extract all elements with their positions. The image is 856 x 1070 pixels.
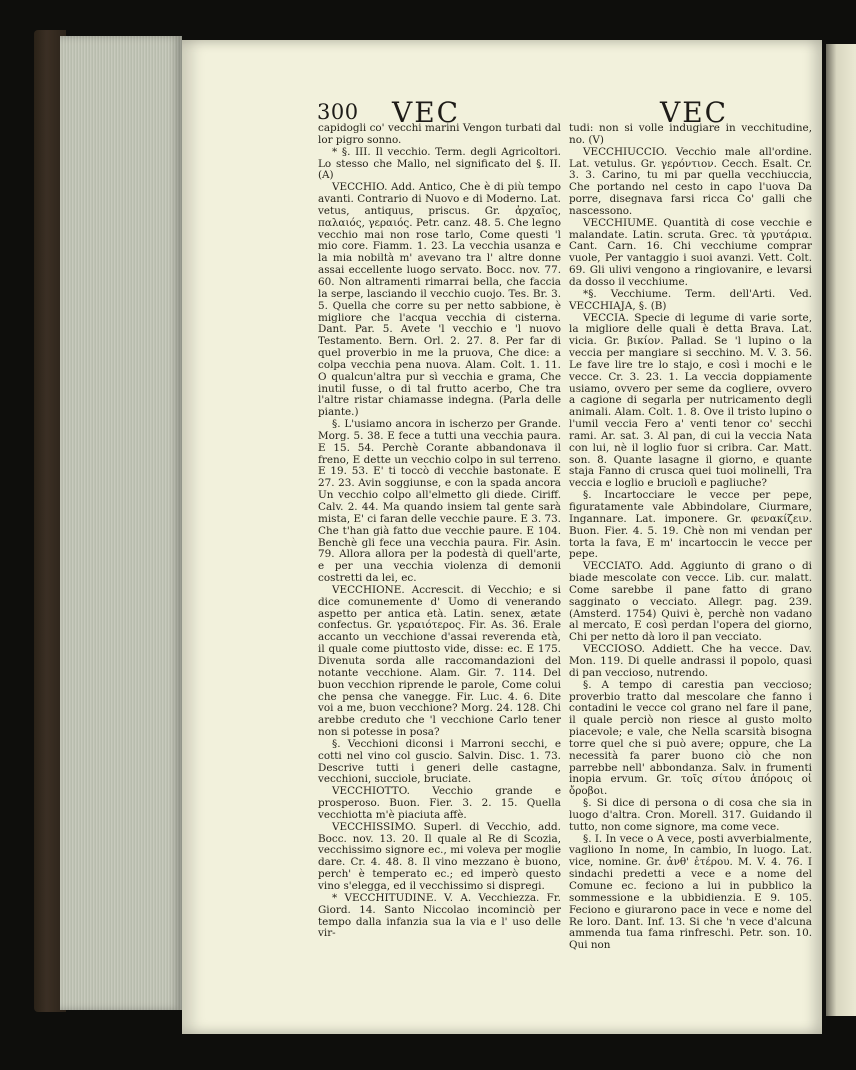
paragraph: VECCIATO. Add. Aggiunto di grano o di biade mescolate con vecce. Lib. cur. malatt. Come sarebbe il pane fatto di grano sagginato o vecciato. Allegr. pag. 239. (Amsterd. 1754) Quivi è, perchè non vadano al mercato, E così perdan l'opera del giorno, Chi per netto dà loro il pan vecciato. xyxy=(569,560,812,644)
facing-page-edge xyxy=(826,44,856,1016)
right-column xyxy=(569,123,812,952)
paragraph: *§. Vecchiume. Term. dell'Arti. Ved. VECCHIAJA, §. (B) xyxy=(569,287,812,312)
paragraph: VECCIA. Specie di legume di varie sorte, la migliore delle quali è detta Brava. Lat. vicia. Gr. βικίον. Pallad. Se 'l lupino o la veccia per mangiare si secchino. M. V. 3. 56. Le fave lire tre lo stajo, e così i mochi e le vecce. Cr. 3. 23. 1. La veccia doppiamente usiamo, ovvero per seme da cogliere, ovvero a cagione di segarla per nutricamento degli animali. Alam. Colt. 1. 8. Ove il tristo lupino o l'umil veccia Fero a' venti tenor co' secchi rami. Ar. sat. 3. Al pan, di cui la veccia Nata con lui, nè il loglio fuor si cribra. Car. Matt. son. 8. Quante lasagne il giorno, e quante staja Fanno di crusca quei tuoi molinelli, Tra veccia e loglio e bruciolì e pagliuche? xyxy=(569,311,812,490)
page-number: 300 xyxy=(317,100,359,124)
paragraph: VECCHIUME. Quantità di cose vecchie e malandate. Latin. scruta. Grec. τὰ γρυτάρια. Cant. Carn. 16. Chi vecchiume comprar vuole, Per vantaggio i suoi avanzi. Vett. Colt. 69. Gli ulivi vengono a ringiovanire, e levarsi da dosso il vecchiume. xyxy=(569,216,812,288)
paragraph: VECCHISSIMO. Superl. di Vecchio, add. Bocc. nov. 13. 20. Il quale al Re di Scozia, vecchissimo signore ec., mi voleva per moglie dare. Cr. 4. 48. 8. Il vino mezzano è buono, perch' è temperato ec.; ed imperò questo vino s'elegga, ed il vecchissimo si dispregi. xyxy=(318,820,561,892)
paragraph: §. I. In vece o A vece, posti avverbialmente, vagliono In nome, In cambio, In luogo. Lat. vice, nomine. Gr. ἀνθ' ἑτέρου. M. V. 4. 76. I sindachi predetti a vece e a nome del Comune ec. feciono a lui in pubblico la sommessione e la ubbidienzia. E 9. 105. Fecionо e giurarono pace in vece e nome del Re loro. Dant. Inf. 13. Si che 'n vece d'alcuna ammenda tua fama rinfreschi. Petr. son. 10. Qui non xyxy=(569,832,812,952)
paragraph: VECCHIOTTO. Vecchio grande e prosperoso. Buon. Fier. 3. 2. 15. Quella vecchiotta m'è piaciuta affè. xyxy=(318,785,561,821)
running-head-left: VEC xyxy=(392,96,461,129)
paragraph: VECCHIONE. Accrescit. di Vecchio; e si dice comunemente d' Uomo di venerando aspetto per antica età. Latin. senex, ætate confectus. Gr. γεραιότερος. Fir. As. 36. Erale accanto un vecchione d'assai reverenda età, il quale come piuttosto vide, disse: ec. E 175. Divenuta sorda alle raccomandazioni del notante vecchione. Alam. Gir. 7. 114. Del buon vecchion riprende le parole, Come colui che pensa che vanegge. Fir. Luc. 4. 6. Dite voi a me, buon vecchione? Morg. 24. 128. Chi arebbe creduto che 'l vecchione Carlo tener non si potesse in posa? xyxy=(318,583,561,739)
paragraph: capidogli co' vecchi marini Vengon turbati dal lor pigro sonno. xyxy=(318,122,561,146)
paragraph: VECCIOSO. Addiett. Che ha vecce. Dav. Mon. 119. Di quelle andrassi il popolo, quasi di pan veccioso, nutrendo. xyxy=(569,643,812,679)
paragraph: §. Vecchioni diconsi i Marroni secchi, e cotti nel vino col guscio. Salvin. Disc. 1. 73. Descrive tutti i generi delle castagne, vecchioni, succiole, bruciate. xyxy=(318,737,561,786)
paragraph: VECCHIUCCIO. Vecchio male all'ordine. Lat. vetulus. Gr. γερόντιον. Cecch. Esalt. Cr. 3. 3. Carino, tu mi par quella vecchiuccia, Che portando nel cesto in capo l'uova Da porre, disegnava farsi ricca Co' galli che nascessono. xyxy=(569,145,812,217)
paragraph: VECCHIO. Add. Antico, Che è di più tempo avanti. Contrario di Nuovo e di Moderno. Lat. vetus, antiquus, priscus. Gr. ἀρχαῖος, παλαιός, γεραιός. Petr. canz. 48. 5. Che legno vecchio mai non rose tarlo, Come questi 'l mio core. Fiamm. 1. 23. La vecchia usanza e la mia nobiltà m' avevano tra l' altre donne assai eccellente luogo servato. Bocc. nov. 77. 60. Non altramenti rimarrai bella, che faccia la serpe, lasciando il vecchio cuojo. Tes. Br. 3. 5. Quella che corre su per netto sabbione, è migliore che l'acqua vecchia di cisterna. Dant. Par. 5. Avete 'l vecchio e 'l nuovo Testamento. Bern. Orl. 2. 27. 8. Per far di quel proverbio in me la pruova, Che dice: a colpa vecchia pena nuova. Alam. Colt. 1. 11. O qualcun'altra pur sì vecchia e grama, Che inutil fusse, o di tal frutto acerbo, Che tra l'altre ristar chiamasse indegna. (Parla delle piante.) xyxy=(318,181,561,419)
paragraph: §. L'usiamo ancora in ischerzo per Grande. Morg. 5. 38. E fece a tutti una vecchia paura. E 15. 54. Perchè Corante abbandonava il freno, E dette un vecchio colpo in sul terreno. E 19. 53. E' ti toccò di vecchie bastonate. E 27. 23. Avin soggiunse, e con la spada ancora Un vecchio colpo all'elmetto gli diede. Ciriff. Calv. 2. 44. Ma quando insiem tal gente sarà mista, E' ci faran delle vecchie paure. E 3. 73. Che t'han già fatto due vecchie paure. E 104. Benchè gli fece una vecchia paura. Fir. Asin. 79. Allora allora per la podestà di quell'arte, e per una vecchia violenza di demonii costretti da lei, ec. xyxy=(318,418,561,585)
paragraph: §. A tempo di carestia pan veccioso; proverbio tratto dal mescolare che fanno i contadini le vecce col grano nel fare il pane, il quale perciò non riesce al gusto molto piacevole; e vale, che Nella scarsità bisogna torre quel che si può avere; oppure, che La necessità fa parer buono ciò che non parrebbe nell' abbondanza. Salv. in frumenti inopia ervum. Gr. τοῖς σίτου ἀπόροις οἱ ὄροβοι. xyxy=(569,678,812,798)
left-column xyxy=(318,123,561,940)
page-edges xyxy=(60,36,182,1010)
paragraph: * VECCHITUDINE. V. A. Vecchiezza. Fr. Giord. 14. Santo Niccolao incominciò per tempo dalla infanzia sua la via e l' uso delle vir- xyxy=(318,891,561,940)
running-head-right: VEC xyxy=(660,96,729,129)
paragraph: * §. III. Il vecchio. Term. degli Agricoltori. Lo stesso che Mallo, nel significato del §. II. (A) xyxy=(318,145,561,182)
paragraph: tudi: non si volle indugiare in vecchitudine, no. (V) xyxy=(569,122,812,146)
paragraph: §. Si dice di persona o di cosa che sia in luogo d'altra. Cron. Morell. 317. Guidando il tutto, non come signore, ma come vece. xyxy=(569,797,812,833)
paragraph: §. Incartocciare le vecce per pepe, figuratamente vale Abbindolare, Ciurmare, Ingannare. Lat. imponere. Gr. φενακίζειν. Buon. Fier. 4. 5. 19. Chè non mi vendan per torta la fava, E m' incartoccin le vecce per pepe. xyxy=(569,489,812,561)
